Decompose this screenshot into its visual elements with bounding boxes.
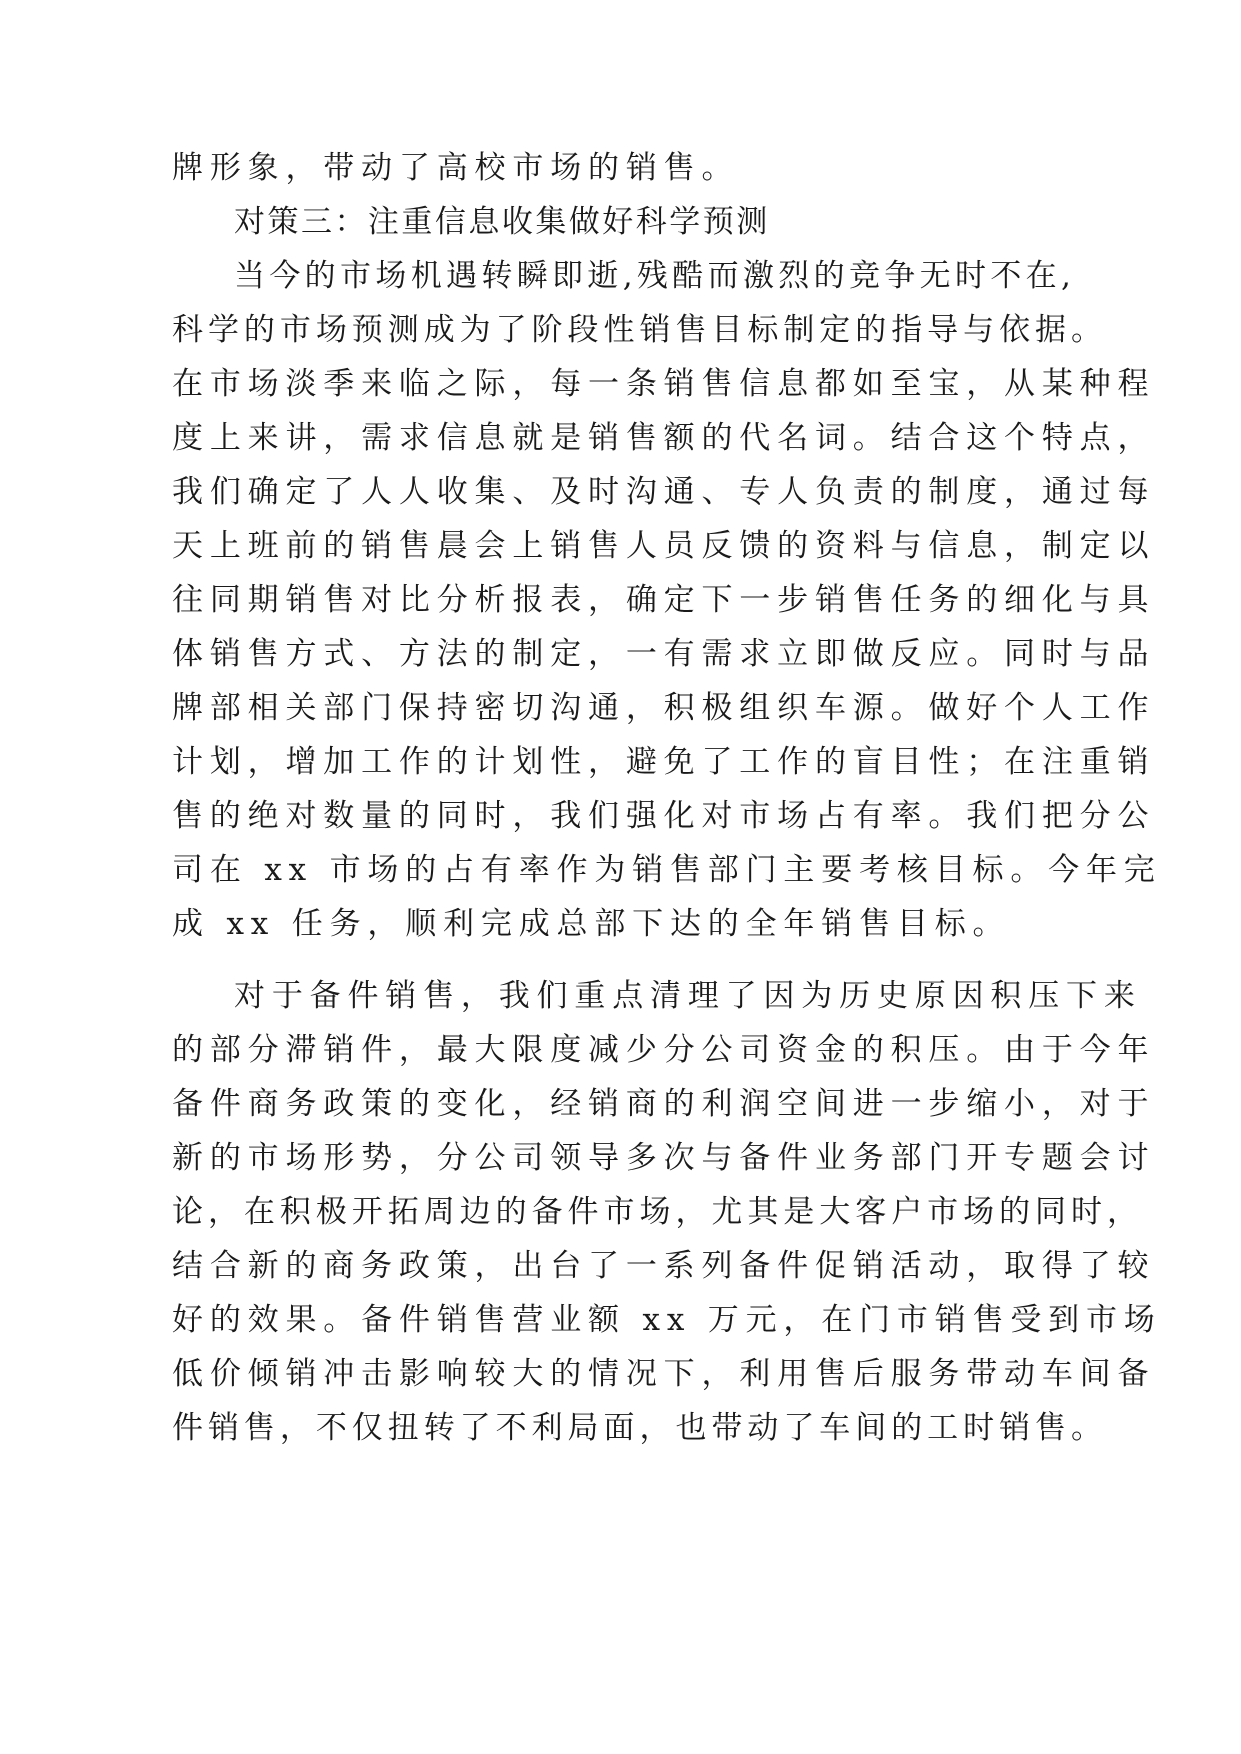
body-line: 结合新的商务政策，出台了一系列备件促销活动，取得了较 — [172, 1248, 1156, 1284]
body-line: 新的市场形势，分公司领导多次与备件业务部门开专题会讨 — [172, 1140, 1156, 1176]
body-line: 往同期销售对比分析报表，确定下一步销售任务的细化与具 — [172, 582, 1156, 618]
body-line: 售的绝对数量的同时，我们强化对市场占有率。我们把分公 — [172, 798, 1156, 834]
body-line: 低价倾销冲击影响较大的情况下，利用售后服务带动车间备 — [172, 1356, 1156, 1392]
body-line: 度上来讲，需求信息就是销售额的代名词。结合这个特点， — [172, 420, 1156, 456]
body-line: 体销售方式、方法的制定，一有需求立即做反应。同时与品 — [172, 636, 1156, 672]
body-line: 牌形象，带动了高校市场的销售。 — [172, 150, 740, 186]
body-line: 好的效果。备件销售营业额 xx 万元，在门市销售受到市场 — [172, 1302, 1162, 1338]
body-line: 牌部相关部门保持密切沟通，积极组织车源。做好个人工作 — [172, 690, 1156, 726]
body-line: 在市场淡季来临之际，每一条销售信息都如至宝，从某种程 — [172, 366, 1156, 402]
body-line: 备件商务政策的变化，经销商的利润空间进一步缩小，对于 — [172, 1086, 1156, 1122]
body-line: 天上班前的销售晨会上销售人员反馈的资料与信息，制定以 — [172, 528, 1156, 564]
section-heading: 对策三：注重信息收集做好科学预测 — [234, 204, 770, 240]
body-line: 司在 xx 市场的占有率作为销售部门主要考核目标。今年完 — [172, 852, 1162, 888]
body-line: 成 xx 任务，顺利完成总部下达的全年销售目标。 — [172, 906, 1011, 942]
body-line: 当今的市场机遇转瞬即逝,残酷而激烈的竞争无时不在, — [234, 258, 1076, 294]
body-line: 对于备件销售，我们重点清理了因为历史原因积压下来 — [234, 978, 1142, 1014]
body-line: 计划，增加工作的计划性，避免了工作的盲目性；在注重销 — [172, 744, 1156, 780]
body-line: 科学的市场预测成为了阶段性销售目标制定的指导与依据。 — [172, 312, 1107, 348]
body-line: 件销售，不仅扭转了不利局面，也带动了车间的工时销售。 — [172, 1410, 1107, 1446]
body-line: 论，在积极开拓周边的备件市场，尤其是大客户市场的同时， — [172, 1194, 1143, 1230]
body-line: 的部分滞销件，最大限度减少分公司资金的积压。由于今年 — [172, 1032, 1156, 1068]
body-line: 我们确定了人人收集、及时沟通、专人负责的制度，通过每 — [172, 474, 1156, 510]
